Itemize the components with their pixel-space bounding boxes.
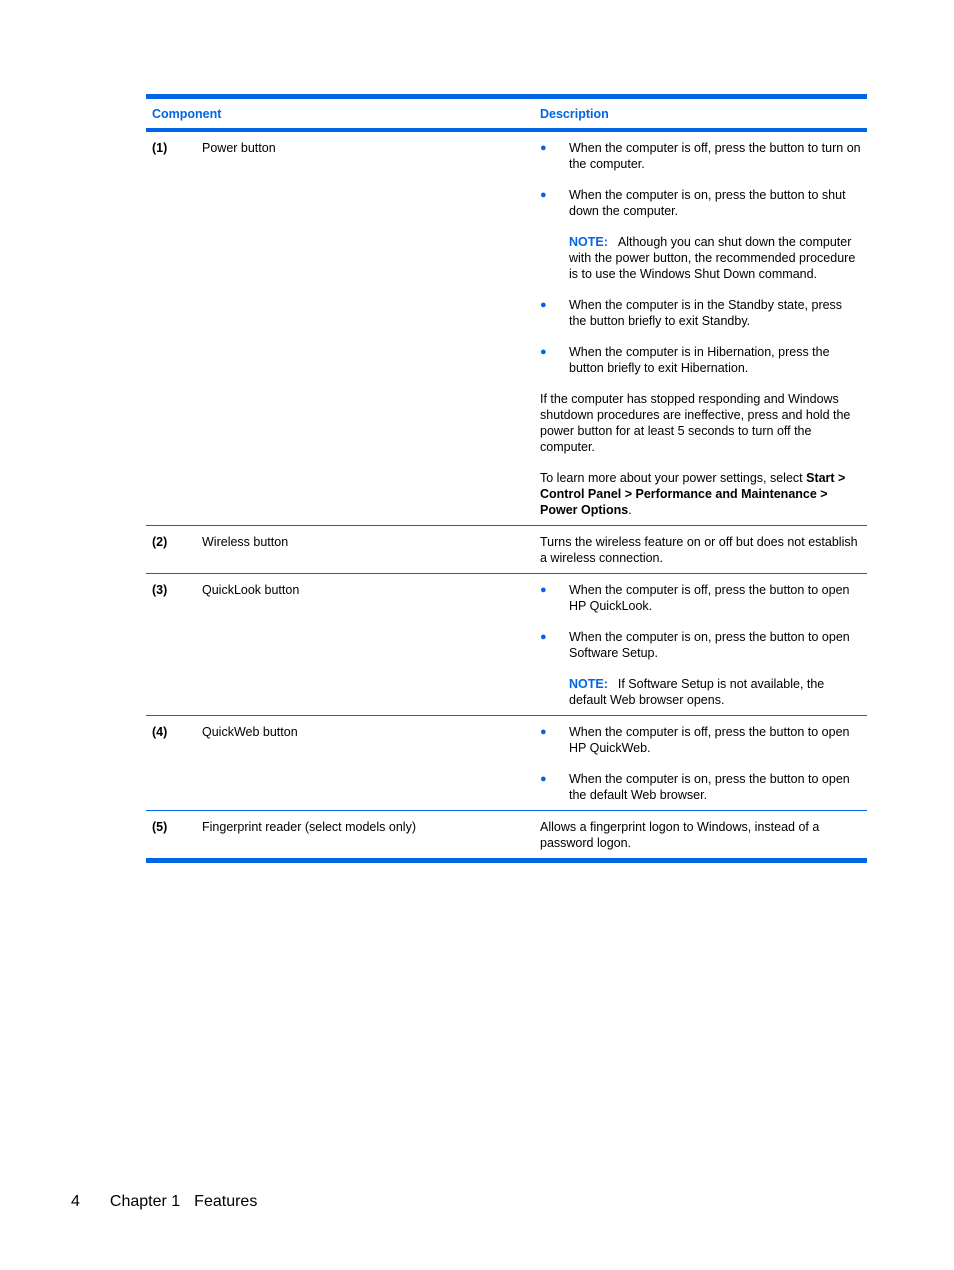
chapter-title: Features xyxy=(194,1193,258,1210)
description-cell xyxy=(534,132,867,525)
row-number: (2) xyxy=(152,535,168,549)
list-item xyxy=(540,771,861,803)
menu-path: Start > Control Panel > Performance and Maintenance > Power Options xyxy=(540,471,846,517)
paragraph-end: . xyxy=(628,503,632,517)
description-cell xyxy=(534,526,867,573)
note xyxy=(569,676,861,708)
list-item-text: When the computer is on, press the button to open Software Setup. xyxy=(569,630,850,660)
table-row xyxy=(146,811,867,858)
bullet-dot-icon: ● xyxy=(540,142,547,154)
table-bottom-rule xyxy=(146,858,867,863)
row-number: (1) xyxy=(152,141,168,155)
description-cell xyxy=(534,574,867,715)
note-label: NOTE: xyxy=(569,235,608,249)
list-item xyxy=(540,724,861,756)
bullet-dot-icon: ● xyxy=(540,773,547,785)
table-row xyxy=(146,716,867,811)
list-item-text: When the computer is off, press the button to open HP QuickWeb. xyxy=(569,725,850,755)
row-number: (5) xyxy=(152,820,168,834)
bullet-dot-icon: ● xyxy=(540,584,547,596)
row-number: (3) xyxy=(152,583,168,597)
components-table xyxy=(146,94,867,863)
component-name: Fingerprint reader (select models only) xyxy=(202,820,416,834)
component-name: Power button xyxy=(202,141,276,155)
note xyxy=(569,234,861,282)
table-row xyxy=(146,574,867,716)
bullet-dot-icon: ● xyxy=(540,346,547,358)
bullet-dot-icon: ● xyxy=(540,631,547,643)
list-item-text: When the computer is off, press the button to open HP QuickLook. xyxy=(569,583,850,613)
list-item-text: When the computer is on, press the button to shut down the computer. xyxy=(569,188,846,218)
row-number: (4) xyxy=(152,725,168,739)
bullet-dot-icon: ● xyxy=(540,189,547,201)
description-cell xyxy=(534,811,867,858)
paragraph xyxy=(540,470,861,518)
list-item xyxy=(540,629,861,661)
list-item-text: When the computer is in Hibernation, press the button briefly to exit Hibernation. xyxy=(569,345,830,375)
component-name: Wireless button xyxy=(202,535,289,549)
bullet-dot-icon: ● xyxy=(540,726,547,738)
table-row xyxy=(146,526,867,574)
paragraph: If the computer has stopped responding and Windows shutdown procedures are ineffective, press and hold the power button for at least 5 seconds to turn off the computer. xyxy=(540,392,851,454)
list-item-text: When the computer is off, press the button to turn on the computer. xyxy=(569,141,861,171)
note-text: If Software Setup is not available, the default Web browser opens. xyxy=(569,677,825,707)
page-number: 4 xyxy=(71,1193,80,1210)
header-description: Description xyxy=(540,106,609,121)
table-row xyxy=(146,132,867,526)
table-header xyxy=(146,99,867,128)
header-component: Component xyxy=(152,106,222,121)
note-text: Although you can shut down the computer with the power button, the recommended procedure is to use the Windows Shut Down command. xyxy=(569,235,856,281)
component-name: QuickWeb button xyxy=(202,725,298,739)
paragraph: Turns the wireless feature on or off but does not establish a wireless connection. xyxy=(540,535,858,565)
list-item-text: When the computer is in the Standby state, press the button briefly to exit Standby. xyxy=(569,298,843,328)
list-item-text: When the computer is on, press the button to open the default Web browser. xyxy=(569,772,850,802)
paragraph-text: To learn more about your power settings, select xyxy=(540,471,807,485)
list-item xyxy=(540,140,861,172)
note-label: NOTE: xyxy=(569,677,608,691)
paragraph: Allows a fingerprint logon to Windows, instead of a password logon. xyxy=(540,820,820,850)
list-item xyxy=(540,187,861,219)
list-item xyxy=(540,297,861,329)
page-footer xyxy=(71,1192,257,1212)
list-item xyxy=(540,344,861,376)
bullet-dot-icon: ● xyxy=(540,299,547,311)
component-name: QuickLook button xyxy=(202,583,300,597)
chapter-label: Chapter 1 xyxy=(109,1193,181,1210)
list-item xyxy=(540,582,861,614)
description-cell xyxy=(534,716,867,810)
